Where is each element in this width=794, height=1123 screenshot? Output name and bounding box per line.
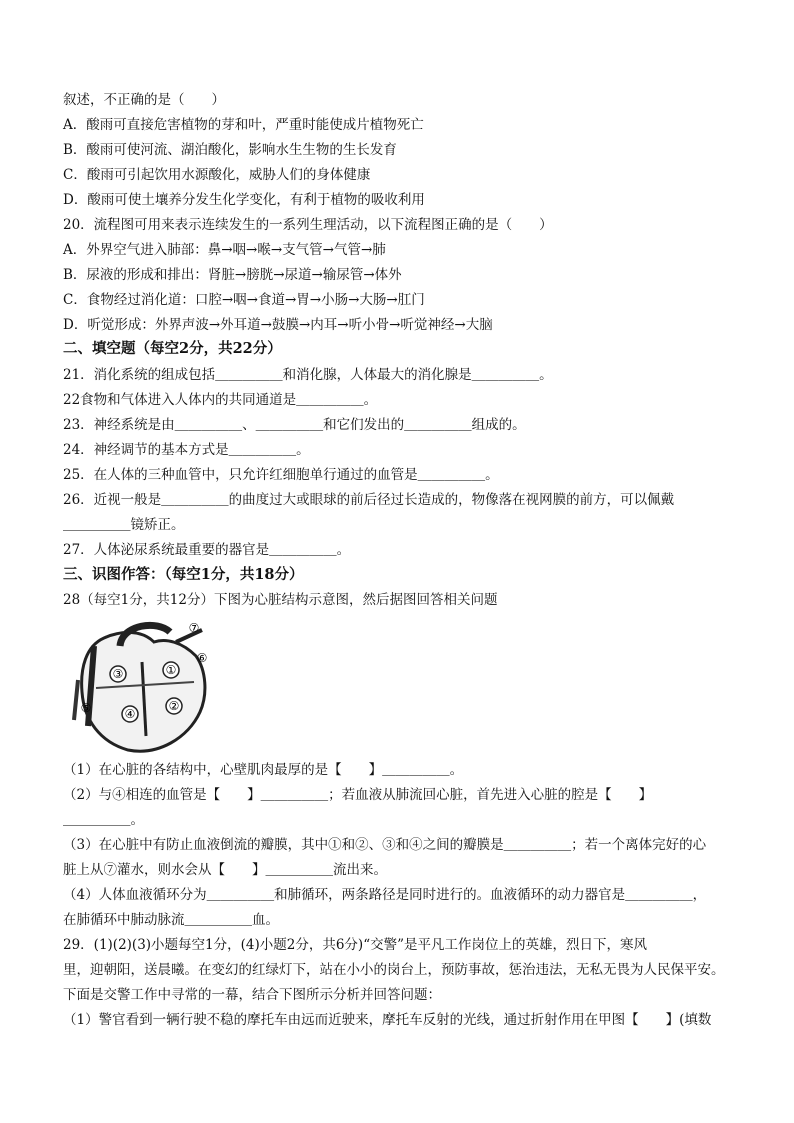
subquestion-1: （1）在心脏的各结构中，心壁肌肉最厚的是【 】＿＿＿＿＿。 (63, 762, 464, 778)
question-27: 27．人体泌尿系统最重要的器官是＿＿＿＿＿。 (63, 542, 351, 558)
option-a: A．外界空气进入肺部：鼻→咽→喉→支气管→气管→肺 (63, 242, 386, 258)
option-a: A．酸雨可直接危害植物的芽和叶，严重时能使成片植物死亡 (63, 117, 424, 133)
left-vessel (74, 680, 78, 720)
question-25: 25．在人体的三种血管中，只允许红细胞单行通过的血管是＿＿＿＿＿。 (63, 467, 499, 483)
question-29: 29．(1)(2)(3)小题每空1分，(4)小题2分，共6分)“交警”是平凡工作岗位上的英雄，烈日下，寒风 (63, 937, 648, 953)
option-d: D．听觉形成：外界声波→外耳道→鼓膜→内耳→听小骨→听觉神经→大脑 (63, 317, 493, 333)
question-29-cont: 里，迎朝阳，送晨曦。在变幻的红绿灯下，站在小小的岗台上，预防事故，惩治违法，无私无畏为人民保平安。 (63, 962, 725, 978)
label-4: ④ (124, 707, 136, 721)
question-29-sub-1: （1）警官看到一辆行驶不稳的摩托车由远而近驶来，摩托车反射的光线，通过折射作用在甲图【 】(填数 (63, 1012, 712, 1028)
label-5: ⑤ (80, 701, 92, 715)
subquestion-4: （4）人体血液循环分为＿＿＿＿＿和肺循环，两条路径是同时进行的。血液循环的动力器官是＿＿＿＿＿， (63, 887, 707, 903)
subquestion-2-cont: ＿＿＿＿＿。 (63, 812, 144, 828)
question-28: 28（每空1分，共12分）下图为心脏结构示意图，然后据图回答相关问题 (63, 592, 498, 608)
subquestion-4-cont: 在肺循环中肺动脉流＿＿＿＿＿血。 (63, 912, 279, 928)
option-c: C．酸雨可引起饮用水源酸化，威胁人们的身体健康 (63, 167, 371, 183)
label-3: ③ (112, 667, 124, 681)
option-b: B．酸雨可使河流、湖泊酸化，影响水生生物的生长发育 (63, 142, 397, 158)
section-heading-fill-blank: 二、填空题（每空2分，共22分） (63, 340, 282, 357)
label-1: ① (165, 663, 177, 677)
heart-diagram (66, 616, 216, 754)
subquestion-3: （3）在心脏中有防止血液倒流的瓣膜，其中①和②、③和④之间的瓣膜是＿＿＿＿＿；若一个离体完好的心 (63, 837, 707, 853)
question-23: 23．神经系统是由＿＿＿＿＿、＿＿＿＿＿和它们发出的＿＿＿＿＿组成的。 (63, 417, 526, 433)
label-7: ⑦ (188, 621, 200, 635)
question-26: 26．近视一般是＿＿＿＿＿的曲度过大或眼球的前后径过长造成的，物像落在视网膜的前方，可以佩戴 (63, 492, 675, 508)
option-c: C．食物经过消化道：口腔→咽→食道→胃→小肠→大肠→肛门 (63, 292, 425, 308)
question-26-cont: ＿＿＿＿＿镜矫正。 (63, 517, 185, 533)
label-2: ② (168, 699, 180, 713)
question-29-cont: 下面是交警工作中寻常的一幕，结合下图所示分析并回答问题： (63, 987, 441, 1003)
text-line: 叙述，不正确的是（ ） (63, 92, 225, 108)
question-24: 24．神经调节的基本方式是＿＿＿＿＿。 (63, 442, 310, 458)
section-heading-diagram: 三、识图作答：（每空1分，共18分） (63, 566, 304, 583)
question-22: 22食物和气体进入人体内的共同通道是＿＿＿＿＿。 (63, 392, 378, 408)
question-21: 21．消化系统的组成包括＿＿＿＿＿和消化腺，人体最大的消化腺是＿＿＿＿＿。 (63, 367, 553, 383)
subquestion-3-cont: 脏上从⑦灌水，则水会从【 】＿＿＿＿＿流出来。 (63, 862, 387, 878)
subquestion-2: （2）与④相连的血管是【 】＿＿＿＿＿；若血液从肺流回心脏，首先进入心脏的腔是【 】 (63, 787, 653, 803)
option-b: B．尿液的形成和排出：肾脏→膀胱→尿道→输尿管→体外 (63, 267, 402, 283)
label-6: ⑥ (196, 651, 208, 665)
option-d: D．酸雨可使土壤养分发生化学变化，有利于植物的吸收利用 (63, 192, 425, 208)
question-20: 20．流程图可用来表示连续发生的一系列生理活动，以下流程图正确的是（ ） (63, 217, 553, 233)
